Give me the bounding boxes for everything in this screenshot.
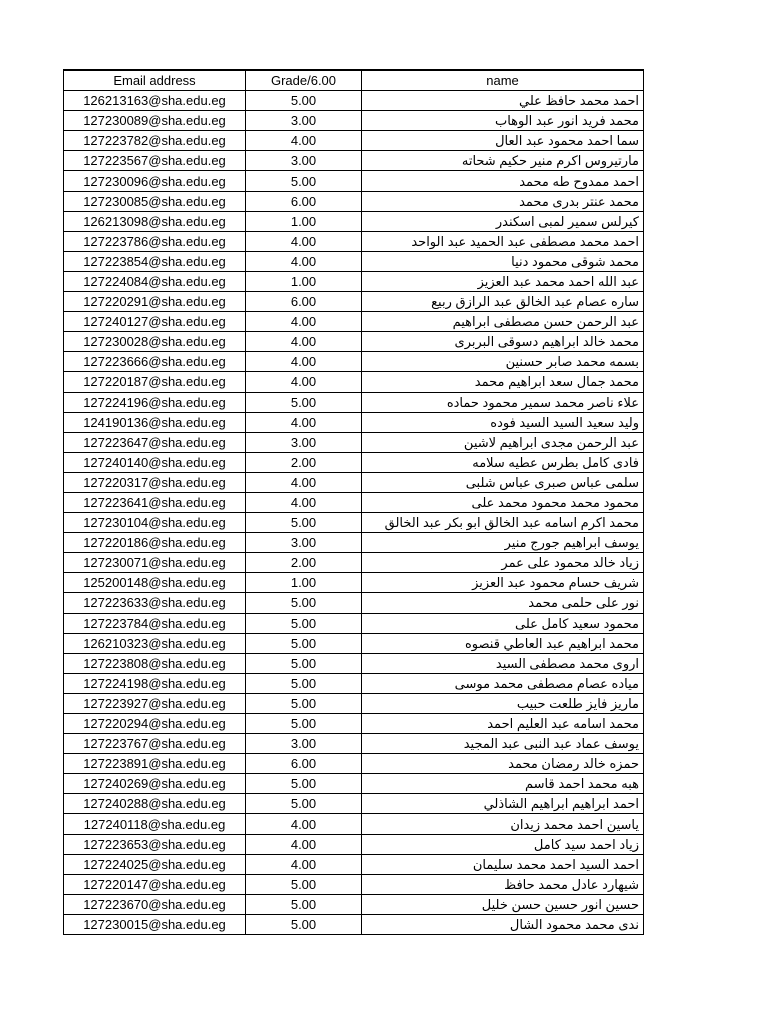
table-row xyxy=(64,593,644,613)
table-body xyxy=(64,91,644,935)
grade-cell: 5.00 xyxy=(246,794,362,814)
grade-cell: 6.00 xyxy=(246,191,362,211)
table-row xyxy=(64,111,644,131)
email-cell: 127223786@sha.edu.eg xyxy=(64,231,246,251)
grade-cell: 4.00 xyxy=(246,814,362,834)
grade-cell: 5.00 xyxy=(246,633,362,653)
email-cell: 127220147@sha.edu.eg xyxy=(64,874,246,894)
grade-cell: 2.00 xyxy=(246,452,362,472)
grade-cell: 4.00 xyxy=(246,412,362,432)
email-cell: 127223782@sha.edu.eg xyxy=(64,131,246,151)
name-cell: حمزه خالد رمضان محمد xyxy=(362,754,644,774)
table-row xyxy=(64,794,644,814)
grade-cell: 4.00 xyxy=(246,312,362,332)
email-cell: 127230028@sha.edu.eg xyxy=(64,332,246,352)
email-cell: 127223653@sha.edu.eg xyxy=(64,834,246,854)
name-cell: مارتيروس اكرم منير حكيم شحاته xyxy=(362,151,644,171)
grade-cell: 5.00 xyxy=(246,714,362,734)
name-cell: زياد احمد سيد كامل xyxy=(362,834,644,854)
name-cell: احمد السيد احمد محمد سليمان xyxy=(362,854,644,874)
email-cell: 127230085@sha.edu.eg xyxy=(64,191,246,211)
grade-cell: 3.00 xyxy=(246,151,362,171)
email-cell: 127223767@sha.edu.eg xyxy=(64,734,246,754)
grade-cell: 6.00 xyxy=(246,292,362,312)
email-cell: 125200148@sha.edu.eg xyxy=(64,573,246,593)
grade-cell: 4.00 xyxy=(246,231,362,251)
table-row xyxy=(64,271,644,291)
email-cell: 127230071@sha.edu.eg xyxy=(64,553,246,573)
email-cell: 127220291@sha.edu.eg xyxy=(64,292,246,312)
table-row xyxy=(64,211,644,231)
name-cell: محمود سعيد كامل على xyxy=(362,613,644,633)
email-cell: 127223784@sha.edu.eg xyxy=(64,613,246,633)
grade-cell: 3.00 xyxy=(246,533,362,553)
name-cell: يوسف ابراهيم جورج منير xyxy=(362,533,644,553)
name-cell: محمد فريد انور عبد الوهاب xyxy=(362,111,644,131)
grade-cell: 5.00 xyxy=(246,673,362,693)
name-cell: محمد ابراهيم عبد العاطي قنصوه xyxy=(362,633,644,653)
name-cell: مياده عصام مصطفى محمد موسى xyxy=(362,673,644,693)
name-cell: يوسف عماد عبد النبى عبد المجيد xyxy=(362,734,644,754)
name-cell: ساره عصام عبد الخالق عبد الرازق ربيع xyxy=(362,292,644,312)
table-row xyxy=(64,191,644,211)
email-column-header: Email address xyxy=(64,70,246,91)
email-cell: 127240118@sha.edu.eg xyxy=(64,814,246,834)
name-cell: ندى محمد محمود الشال xyxy=(362,914,644,934)
email-cell: 127223854@sha.edu.eg xyxy=(64,251,246,271)
table-row xyxy=(64,734,644,754)
grade-cell: 5.00 xyxy=(246,392,362,412)
name-cell: هبه محمد احمد قاسم xyxy=(362,774,644,794)
table-row xyxy=(64,513,644,533)
email-cell: 126213098@sha.edu.eg xyxy=(64,211,246,231)
grade-column-header: Grade/6.00 xyxy=(246,70,362,91)
name-cell: محمد جمال سعد ابراهيم محمد xyxy=(362,372,644,392)
email-cell: 127220187@sha.edu.eg xyxy=(64,372,246,392)
table-row xyxy=(64,492,644,512)
grade-cell: 5.00 xyxy=(246,171,362,191)
grade-cell: 5.00 xyxy=(246,874,362,894)
grade-cell: 5.00 xyxy=(246,513,362,533)
table-row xyxy=(64,613,644,633)
grade-cell: 5.00 xyxy=(246,613,362,633)
grade-cell: 6.00 xyxy=(246,754,362,774)
table-row xyxy=(64,171,644,191)
grade-cell: 5.00 xyxy=(246,653,362,673)
name-cell: اروى محمد مصطفى السيد xyxy=(362,653,644,673)
name-cell: احمد محمد مصطفى عبد الحميد عبد الواحد xyxy=(362,231,644,251)
table-row xyxy=(64,914,644,934)
grades-table xyxy=(63,69,644,935)
name-cell: عبد الرحمن مجدى ابراهيم لاشين xyxy=(362,432,644,452)
grade-cell: 5.00 xyxy=(246,774,362,794)
grade-cell: 4.00 xyxy=(246,492,362,512)
email-cell: 127240288@sha.edu.eg xyxy=(64,794,246,814)
email-cell: 127223567@sha.edu.eg xyxy=(64,151,246,171)
table-row xyxy=(64,653,644,673)
grade-cell: 4.00 xyxy=(246,332,362,352)
table-row xyxy=(64,573,644,593)
email-cell: 127223641@sha.edu.eg xyxy=(64,492,246,512)
table-row xyxy=(64,874,644,894)
name-cell: محمد اكرم اسامه عبد الخالق ابو بكر عبد الخالق xyxy=(362,513,644,533)
grade-cell: 2.00 xyxy=(246,553,362,573)
name-cell: عبد الله احمد محمد عبد العزيز xyxy=(362,271,644,291)
table-row xyxy=(64,372,644,392)
email-cell: 126213163@sha.edu.eg xyxy=(64,91,246,111)
table-row xyxy=(64,131,644,151)
email-cell: 127224198@sha.edu.eg xyxy=(64,673,246,693)
table-row xyxy=(64,754,644,774)
email-cell: 127223633@sha.edu.eg xyxy=(64,593,246,613)
email-cell: 127223891@sha.edu.eg xyxy=(64,754,246,774)
name-cell: ماريز فايز طلعت حبيب xyxy=(362,693,644,713)
email-cell: 127223647@sha.edu.eg xyxy=(64,432,246,452)
email-cell: 127220317@sha.edu.eg xyxy=(64,472,246,492)
table-row xyxy=(64,231,644,251)
email-cell: 127240269@sha.edu.eg xyxy=(64,774,246,794)
table-row xyxy=(64,352,644,372)
table-row xyxy=(64,633,644,653)
table-row xyxy=(64,392,644,412)
table-row xyxy=(64,151,644,171)
table-row xyxy=(64,693,644,713)
grade-cell: 1.00 xyxy=(246,271,362,291)
table-row xyxy=(64,292,644,312)
name-cell: زياد خالد محمود على عمر xyxy=(362,553,644,573)
name-cell: عبد الرحمن حسن مصطفى ابراهيم xyxy=(362,312,644,332)
table-row xyxy=(64,834,644,854)
grade-cell: 3.00 xyxy=(246,432,362,452)
email-cell: 127223927@sha.edu.eg xyxy=(64,693,246,713)
name-cell: علاء ناصر محمد سمير محمود حماده xyxy=(362,392,644,412)
grade-cell: 4.00 xyxy=(246,472,362,492)
email-cell: 127240127@sha.edu.eg xyxy=(64,312,246,332)
grade-cell: 3.00 xyxy=(246,111,362,131)
email-cell: 127230089@sha.edu.eg xyxy=(64,111,246,131)
table-header xyxy=(64,70,644,91)
email-cell: 127223666@sha.edu.eg xyxy=(64,352,246,372)
name-cell: شريف حسام محمود عبد العزيز xyxy=(362,573,644,593)
name-cell: محمد خالد ابراهيم دسوقى البربرى xyxy=(362,332,644,352)
name-cell: وليد سعيد السيد السيد فوده xyxy=(362,412,644,432)
name-cell: محمد اسامه عبد العليم احمد xyxy=(362,714,644,734)
grade-cell: 1.00 xyxy=(246,573,362,593)
email-cell: 127230015@sha.edu.eg xyxy=(64,914,246,934)
table-row xyxy=(64,452,644,472)
table-row xyxy=(64,312,644,332)
grade-cell: 5.00 xyxy=(246,91,362,111)
table-row xyxy=(64,894,644,914)
table-row xyxy=(64,814,644,834)
email-cell: 127220294@sha.edu.eg xyxy=(64,714,246,734)
name-cell: بسمه محمد صابر حسنين xyxy=(362,352,644,372)
name-cell: شيهارد عادل محمد حافظ xyxy=(362,874,644,894)
grade-cell: 4.00 xyxy=(246,854,362,874)
name-cell: محمود محمد محمود محمد على xyxy=(362,492,644,512)
table-row xyxy=(64,533,644,553)
grade-cell: 5.00 xyxy=(246,693,362,713)
name-cell: كيرلس سمير لمبى اسكندر xyxy=(362,211,644,231)
email-cell: 127230096@sha.edu.eg xyxy=(64,171,246,191)
email-cell: 127230104@sha.edu.eg xyxy=(64,513,246,533)
email-cell: 124190136@sha.edu.eg xyxy=(64,412,246,432)
grade-cell: 4.00 xyxy=(246,834,362,854)
grade-cell: 5.00 xyxy=(246,593,362,613)
table-row xyxy=(64,432,644,452)
table-row xyxy=(64,854,644,874)
name-column-header: name xyxy=(362,70,644,91)
email-cell: 127224084@sha.edu.eg xyxy=(64,271,246,291)
name-cell: ياسين احمد محمد زيدان xyxy=(362,814,644,834)
grade-cell: 4.00 xyxy=(246,372,362,392)
name-cell: محمد شوقى محمود دنيا xyxy=(362,251,644,271)
name-cell: فادى كامل بطرس عطيه سلامه xyxy=(362,452,644,472)
email-cell: 126210323@sha.edu.eg xyxy=(64,633,246,653)
email-cell: 127224025@sha.edu.eg xyxy=(64,854,246,874)
name-cell: احمد محمد حافظ علي xyxy=(362,91,644,111)
email-cell: 127223808@sha.edu.eg xyxy=(64,653,246,673)
name-cell: سما احمد محمود عبد العال xyxy=(362,131,644,151)
table-row xyxy=(64,714,644,734)
email-cell: 127220186@sha.edu.eg xyxy=(64,533,246,553)
table-row xyxy=(64,251,644,271)
grade-cell: 5.00 xyxy=(246,894,362,914)
name-cell: محمد عنتر بدرى محمد xyxy=(362,191,644,211)
email-cell: 127240140@sha.edu.eg xyxy=(64,452,246,472)
name-cell: سلمى عباس صبرى عباس شلبى xyxy=(362,472,644,492)
grade-cell: 5.00 xyxy=(246,914,362,934)
name-cell: احمد ابراهيم ابراهيم الشاذلي xyxy=(362,794,644,814)
grade-cell: 1.00 xyxy=(246,211,362,231)
table-row xyxy=(64,412,644,432)
header-row xyxy=(64,70,644,91)
grade-cell: 4.00 xyxy=(246,131,362,151)
email-cell: 127223670@sha.edu.eg xyxy=(64,894,246,914)
table-row xyxy=(64,332,644,352)
table-row xyxy=(64,91,644,111)
name-cell: نور على حلمى محمد xyxy=(362,593,644,613)
name-cell: حسين انور حسين حسن خليل xyxy=(362,894,644,914)
grade-cell: 4.00 xyxy=(246,352,362,372)
table-row xyxy=(64,553,644,573)
email-cell: 127224196@sha.edu.eg xyxy=(64,392,246,412)
table-row xyxy=(64,673,644,693)
name-cell: احمد ممدوح طه محمد xyxy=(362,171,644,191)
table-row xyxy=(64,774,644,794)
grade-cell: 3.00 xyxy=(246,734,362,754)
table-row xyxy=(64,472,644,492)
grade-cell: 4.00 xyxy=(246,251,362,271)
